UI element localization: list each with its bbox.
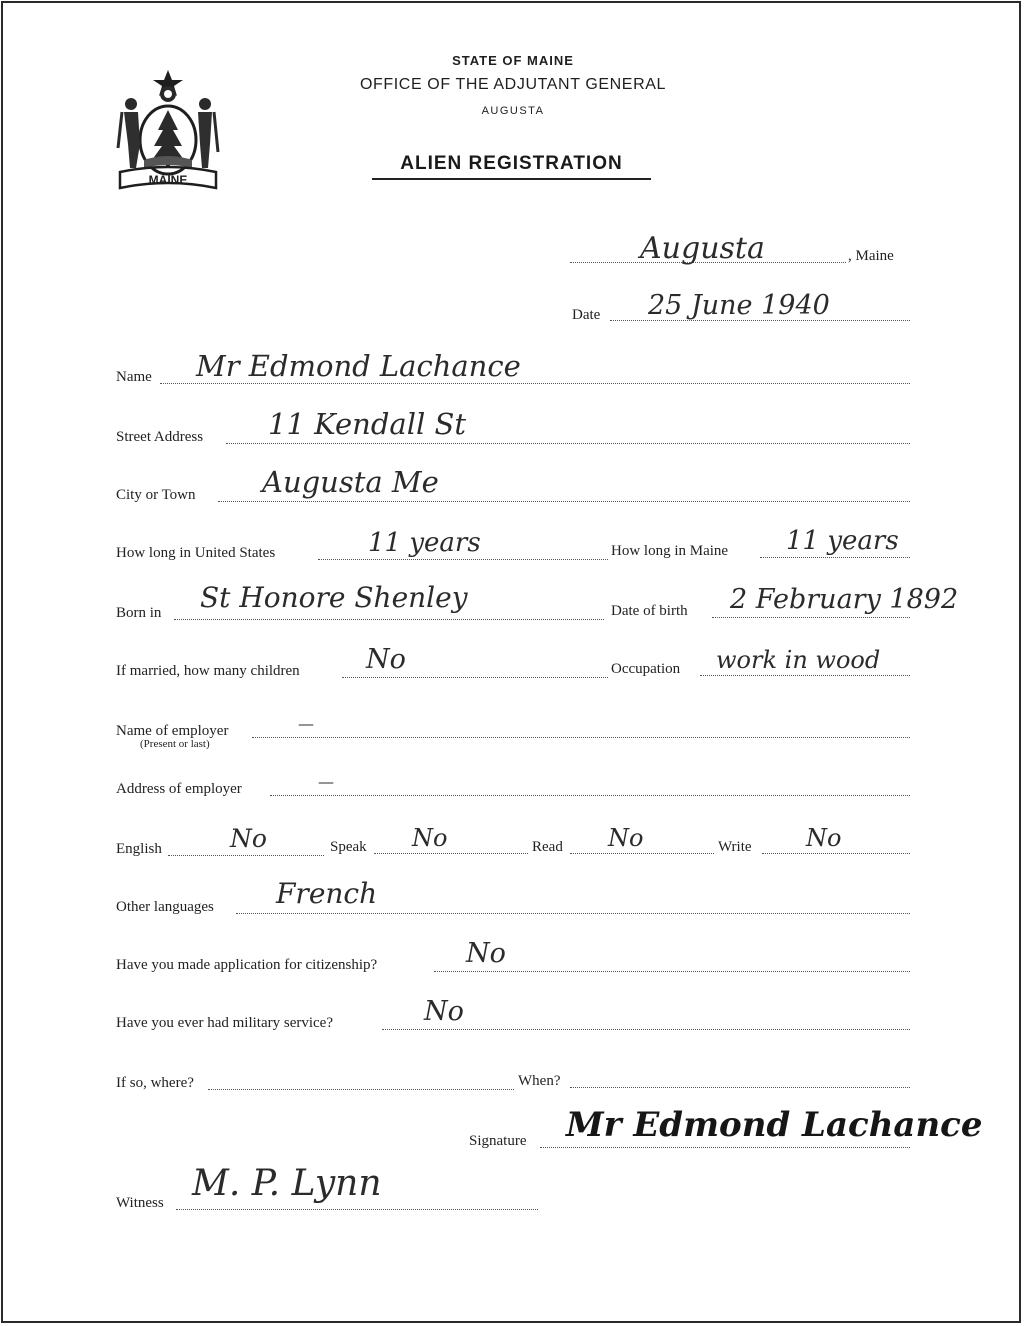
date-of-birth-value: 2 February 1892 bbox=[730, 584, 959, 615]
name-label: Name bbox=[116, 369, 152, 385]
street-address-label: Street Address bbox=[116, 429, 204, 445]
when-label: When? bbox=[518, 1073, 561, 1089]
citizenship-label: Have you made application for citizenship? bbox=[116, 957, 378, 973]
when-dotted-line bbox=[570, 1087, 910, 1088]
speak-value: No bbox=[412, 824, 448, 852]
citizenship-dotted-line bbox=[434, 971, 910, 972]
date-label: Date bbox=[572, 307, 601, 323]
witness-dotted-line bbox=[176, 1209, 538, 1210]
other-languages-value: French bbox=[276, 877, 378, 910]
street-address-value: 11 Kendall St bbox=[268, 407, 466, 441]
signature-dotted-line bbox=[540, 1147, 910, 1148]
occupation-value: work in wood bbox=[716, 646, 881, 674]
born-in-label: Born in bbox=[116, 605, 162, 621]
read-value: No bbox=[608, 824, 644, 852]
employer-address-label: Address of employer bbox=[116, 781, 242, 797]
speak-label: Speak bbox=[330, 839, 367, 855]
date-of-birth-dotted-line bbox=[712, 617, 910, 618]
signature-value: Mr Edmond Lachance bbox=[566, 1105, 983, 1145]
children-label: If married, how many children bbox=[116, 663, 300, 679]
how-long-maine-label: How long in Maine bbox=[611, 543, 729, 559]
employer-name-note: (Present or last) bbox=[140, 738, 210, 750]
english-label: English bbox=[116, 841, 162, 857]
how-long-maine-dotted-line bbox=[760, 557, 910, 558]
read-dotted-line bbox=[570, 853, 714, 854]
born-in-value: St Honore Shenley bbox=[200, 581, 468, 614]
header-state: STATE OF MAINE bbox=[452, 53, 574, 68]
military-label: Have you ever had military service? bbox=[116, 1015, 333, 1031]
how-long-us-value: 11 years bbox=[368, 528, 481, 558]
signature-label: Signature bbox=[469, 1133, 527, 1149]
how-long-maine-value: 11 years bbox=[786, 526, 899, 556]
where-dotted-line bbox=[208, 1089, 514, 1090]
employer-address-value: — bbox=[318, 772, 334, 791]
title-underline bbox=[372, 178, 651, 180]
employer-name-label: Name of employer bbox=[116, 723, 229, 739]
city-dotted-line bbox=[218, 501, 910, 502]
occupation-label: Occupation bbox=[611, 661, 681, 677]
write-label: Write bbox=[718, 839, 752, 855]
name-dotted-line bbox=[160, 383, 910, 384]
english-value: No bbox=[230, 824, 267, 853]
employer-name-value: — bbox=[298, 714, 314, 733]
occupation-dotted-line bbox=[700, 675, 910, 676]
other-languages-dotted-line bbox=[236, 913, 910, 914]
town-value: Augusta bbox=[640, 231, 765, 266]
military-dotted-line bbox=[382, 1029, 910, 1030]
other-languages-label: Other languages bbox=[116, 899, 214, 915]
employer-address-dotted-line bbox=[270, 795, 910, 796]
state-of-maine-seal-icon bbox=[114, 68, 222, 194]
header-city: AUGUSTA bbox=[481, 105, 545, 117]
how-long-us-label: How long in United States bbox=[116, 545, 276, 561]
seal-text: MAINE bbox=[148, 173, 188, 187]
children-dotted-line bbox=[342, 677, 608, 678]
date-value: 25 June 1940 bbox=[648, 290, 830, 321]
citizenship-value: No bbox=[466, 938, 506, 969]
city-label: City or Town bbox=[116, 487, 196, 503]
employer-name-dotted-line bbox=[252, 737, 910, 738]
children-value: No bbox=[366, 644, 406, 675]
where-label: If so, where? bbox=[116, 1075, 194, 1091]
city-value: Augusta Me bbox=[262, 465, 439, 499]
name-value: Mr Edmond Lachance bbox=[196, 349, 521, 383]
header-office: OFFICE OF THE ADJUTANT GENERAL bbox=[359, 76, 667, 93]
military-value: No bbox=[424, 996, 464, 1027]
witness-value: M. P. Lynn bbox=[192, 1163, 382, 1204]
born-in-dotted-line bbox=[174, 619, 604, 620]
english-dotted-line bbox=[168, 855, 324, 856]
form-title: ALIEN REGISTRATION bbox=[400, 153, 623, 174]
write-value: No bbox=[806, 824, 842, 852]
street-address-dotted-line bbox=[226, 443, 910, 444]
how-long-us-dotted-line bbox=[318, 559, 608, 560]
witness-label: Witness bbox=[116, 1195, 164, 1211]
read-label: Read bbox=[532, 839, 563, 855]
write-dotted-line bbox=[762, 853, 910, 854]
state-suffix: , Maine bbox=[848, 248, 894, 264]
speak-dotted-line bbox=[374, 853, 528, 854]
date-of-birth-label: Date of birth bbox=[611, 603, 688, 619]
